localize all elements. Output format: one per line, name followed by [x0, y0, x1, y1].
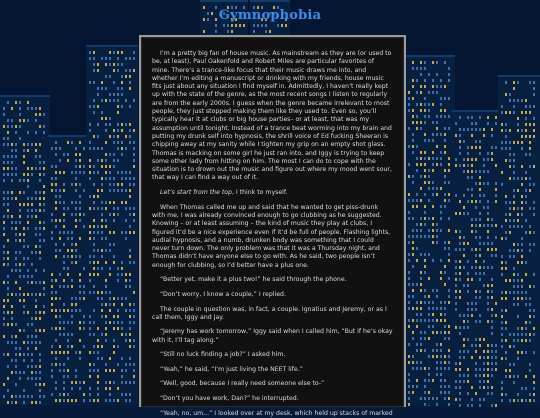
story-paragraph-text: “Yeah,” he said, “I’m just living the NEET life.” [160, 365, 303, 373]
story-paragraph [152, 366, 393, 374]
story-paragraph-text: “Don’t you have work, Dan?” he interrupted. [160, 395, 299, 403]
story-paragraph-text: When Thomas called me up and said that he wanted to get piss-drunk with me, I was already convinced enough to go clubbing as he suggested. Knowing – or at least assuming – the kind of music they play at clubs, I figured it’d be a nice experience even if it’d be full of people. Flashing lights, audial hypnosis, and a numb, drunken body was something that I could never turn down. The only problem was that it was a Thursday night, and Thomas didn’t have anyone else to go with. As he said, two people isn’t enough for clubbing, so I’d better have a plus one. [152, 203, 391, 269]
story-paragraph [152, 204, 393, 270]
story-paragraph [152, 351, 393, 359]
story-paragraph-text: The couple in question was, in fact, a couple. Ignatius and Jeremy, or as I call them, Iggy and Jay. [152, 305, 387, 321]
story-paragraph-text: I’m a pretty big fan of house music. As mainstream as they are (or used to be, at least), Paul Oakenfold and Robert Miles are particular favorites of mine. There’s a trance-like focus that their music draws me into, and whether I’m editing a manuscript or drinking with my friends, house music fits just about any situation I find myself in. Admittedly, I haven’t really kept up with the state of the genre, as the most recent songs I listen to regularly are from the early 2000s. I guess when the genre became irrelevant to most people, they just stopped making them like they used to. Even so, you’ll typically hear it at clubs or big house parties– or at least, that was my assumption until tonight. Instead of a trance beat worming into my brain and putting my drunk self into hypnosis, the shrill voice of Ed fucking Sheeran is chipping away at my sanity while I tighten my grip on an empty shot glass. Thomas is macking on some girl he just ran into, and Iggy is trying to keep some other lady from hitting on him. The most I can do to cope with the situation is to drown out the music and figure out where my mood went sour, that way I can find a way out of it. [152, 50, 392, 182]
story-text [141, 37, 404, 418]
story-paragraph [152, 306, 393, 323]
story-paragraph [152, 380, 393, 388]
site-title: Gymnophobia [218, 8, 322, 23]
story-paragraph-text: , I think to myself. [231, 189, 288, 197]
story-paragraph-text: “Don’t worry, I know a couple,” I replied. [160, 290, 286, 298]
story-paragraph [152, 189, 393, 197]
story-paragraph-emphasis: Let’s start from the top [160, 189, 232, 197]
story-paragraph-text: “Still no luck finding a job?” I asked him. [160, 351, 286, 359]
story-paragraph-text: “Well, good, because I really need someone else to-” [160, 380, 325, 388]
story-paragraph [152, 276, 393, 284]
story-paragraph-text: “Better yet, make it a plus two!” he said through the phone. [160, 276, 347, 284]
story-paragraph [152, 291, 393, 299]
story-paragraph-text: “Jeremy has work tomorrow,” Iggy said when I called him, “But if he’s okay with it, I’ll tag along.” [152, 328, 393, 344]
story-paragraph [152, 328, 393, 345]
story-panel [139, 35, 406, 417]
story-paragraph-text: “Yeah, no, um...” I looked over at my desk, which held up stacks of marked [160, 409, 393, 417]
story-paragraph [152, 50, 393, 183]
story-paragraph [152, 410, 393, 418]
story-paragraph [152, 395, 393, 403]
